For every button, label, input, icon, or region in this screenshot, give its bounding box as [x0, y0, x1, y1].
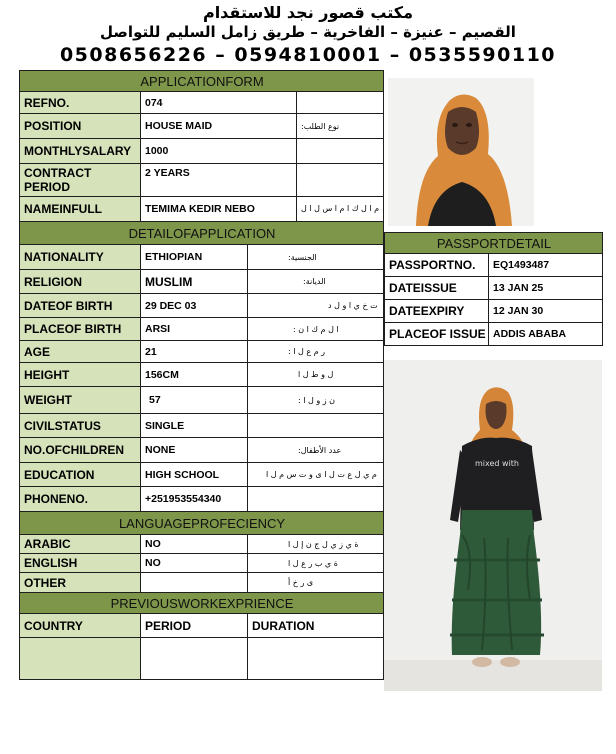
phone-value: +251953554340 [141, 487, 248, 512]
name-in-full-arabic: م ا ل ك ا م ا س ل ا ل [297, 197, 384, 222]
english-value: NO [141, 554, 248, 573]
religion-label: RELIGION [20, 270, 141, 294]
position-value: HOUSE MAID [141, 114, 297, 139]
ref-no-label: REFNO. [20, 92, 141, 114]
weight-label: WEIGHT [20, 387, 141, 414]
duration-header: DURATION [248, 614, 384, 638]
portrait-illustration [388, 78, 534, 226]
office-name: مكتب قصور نجد للاستقدام [202, 3, 414, 22]
civil-status-label: CIVILSTATUS [20, 414, 141, 438]
other-label: OTHER [20, 573, 141, 593]
english-label: ENGLISH [20, 554, 141, 573]
civil-status-value: SINGLE [141, 414, 248, 438]
office-phones: 0508656226 – 0594810001 – 0535590110 [59, 44, 557, 66]
english-arabic: ة ي ب ر ع ل ا [248, 554, 384, 573]
phone-label: PHONENO. [20, 487, 141, 512]
languages-title: LANGUAGEPROFECIENCY [20, 512, 384, 535]
position-label: POSITION [20, 114, 141, 139]
passport-no-value: EQ1493487 [489, 254, 603, 277]
date-of-birth-label: DATEOF BIRTH [20, 294, 141, 318]
weight-value: 57 [141, 387, 248, 414]
place-of-issue-label: PLACEOF ISSUE [385, 323, 489, 346]
experience-title: PREVIOUSWORKEXPRIENCE [20, 593, 384, 614]
nationality-label: NATIONALITY [20, 245, 141, 270]
age-value: 21 [141, 341, 248, 363]
monthly-salary-label: MONTHLYSALARY [20, 139, 141, 164]
weight-arabic: : ن ز و ل ا [248, 387, 384, 414]
nationality-arabic: :الجنسية [248, 245, 384, 270]
monthly-salary-value: 1000 [141, 139, 297, 164]
experience-period-cell [141, 638, 248, 680]
date-expiry-value: 12 JAN 30 [489, 300, 603, 323]
height-value: 156CM [141, 363, 248, 387]
name-in-full-label: NAMEINFULL [20, 197, 141, 222]
nationality-value: ETHIOPIAN [141, 245, 248, 270]
passport-table [384, 232, 603, 346]
details-title: DETAILOFAPPLICATION [20, 222, 384, 245]
experience-country-cell [20, 638, 141, 680]
place-of-issue-value: ADDIS ABABA [489, 323, 603, 346]
contract-period-label: CONTRACT PERIOD [20, 164, 141, 197]
contract-period-extra [297, 164, 384, 197]
office-address: القصيم – عنيزة – الفاخرية – طريق زامل السليم للتواصل [100, 23, 516, 41]
arabic-value: NO [141, 535, 248, 554]
education-value: HIGH SCHOOL [141, 463, 248, 487]
children-value: NONE [141, 438, 248, 463]
religion-arabic: :الديانة [248, 270, 384, 294]
experience-duration-cell [248, 638, 384, 680]
arabic-label: ARABIC [20, 535, 141, 554]
application-form-title: APPLICATIONFORM [20, 71, 384, 92]
arabic-arabic: ة ي ز ي ل ج ن إ ل ا [248, 535, 384, 554]
ref-no-extra [297, 92, 384, 114]
place-of-birth-label: PLACEOF BIRTH [20, 318, 141, 341]
other-value [141, 573, 248, 593]
children-arabic: :عدد الأطفال [248, 438, 384, 463]
shirt-text: mixed with [474, 459, 520, 468]
application-form-table [19, 70, 384, 680]
name-in-full-value: TEMIMA KEDIR NEBO [141, 197, 297, 222]
height-arabic: ل و ط ل ا [248, 363, 384, 387]
position-arabic: :نوع الطلب [297, 114, 384, 139]
civil-status-arabic [248, 414, 384, 438]
date-expiry-label: DATEEXPIRY [385, 300, 489, 323]
portrait-photo [388, 78, 534, 226]
passport-no-label: PASSPORTNO. [385, 254, 489, 277]
monthly-salary-extra [297, 139, 384, 164]
ref-no-value: 074 [141, 92, 297, 114]
phone-arabic [248, 487, 384, 512]
children-label: NO.OFCHILDREN [20, 438, 141, 463]
age-arabic: : ر م ع ل ا [248, 341, 384, 363]
date-of-birth-arabic: ت خ ي ا و ل د [248, 294, 384, 318]
place-of-birth-arabic: : ا ل م ك ا ن [248, 318, 384, 341]
full-body-photo [384, 360, 602, 691]
passport-title: PASSPORTDETAIL [385, 233, 603, 254]
country-header: COUNTRY [20, 614, 141, 638]
education-label: EDUCATION [20, 463, 141, 487]
date-issue-value: 13 JAN 25 [489, 277, 603, 300]
place-of-birth-value: ARSI [141, 318, 248, 341]
contract-period-value: 2 YEARS [141, 164, 297, 197]
full-body-illustration [384, 360, 602, 691]
period-header: PERIOD [141, 614, 248, 638]
date-issue-label: DATEISSUE [385, 277, 489, 300]
education-arabic: م ي ل ع ت ل ا ى و ت س م ل ا [248, 463, 384, 487]
age-label: AGE [20, 341, 141, 363]
date-of-birth-value: 29 DEC 03 [141, 294, 248, 318]
religion-value: MUSLIM [141, 270, 248, 294]
height-label: HEIGHT [20, 363, 141, 387]
other-arabic: ى ر خ أ [248, 573, 384, 593]
